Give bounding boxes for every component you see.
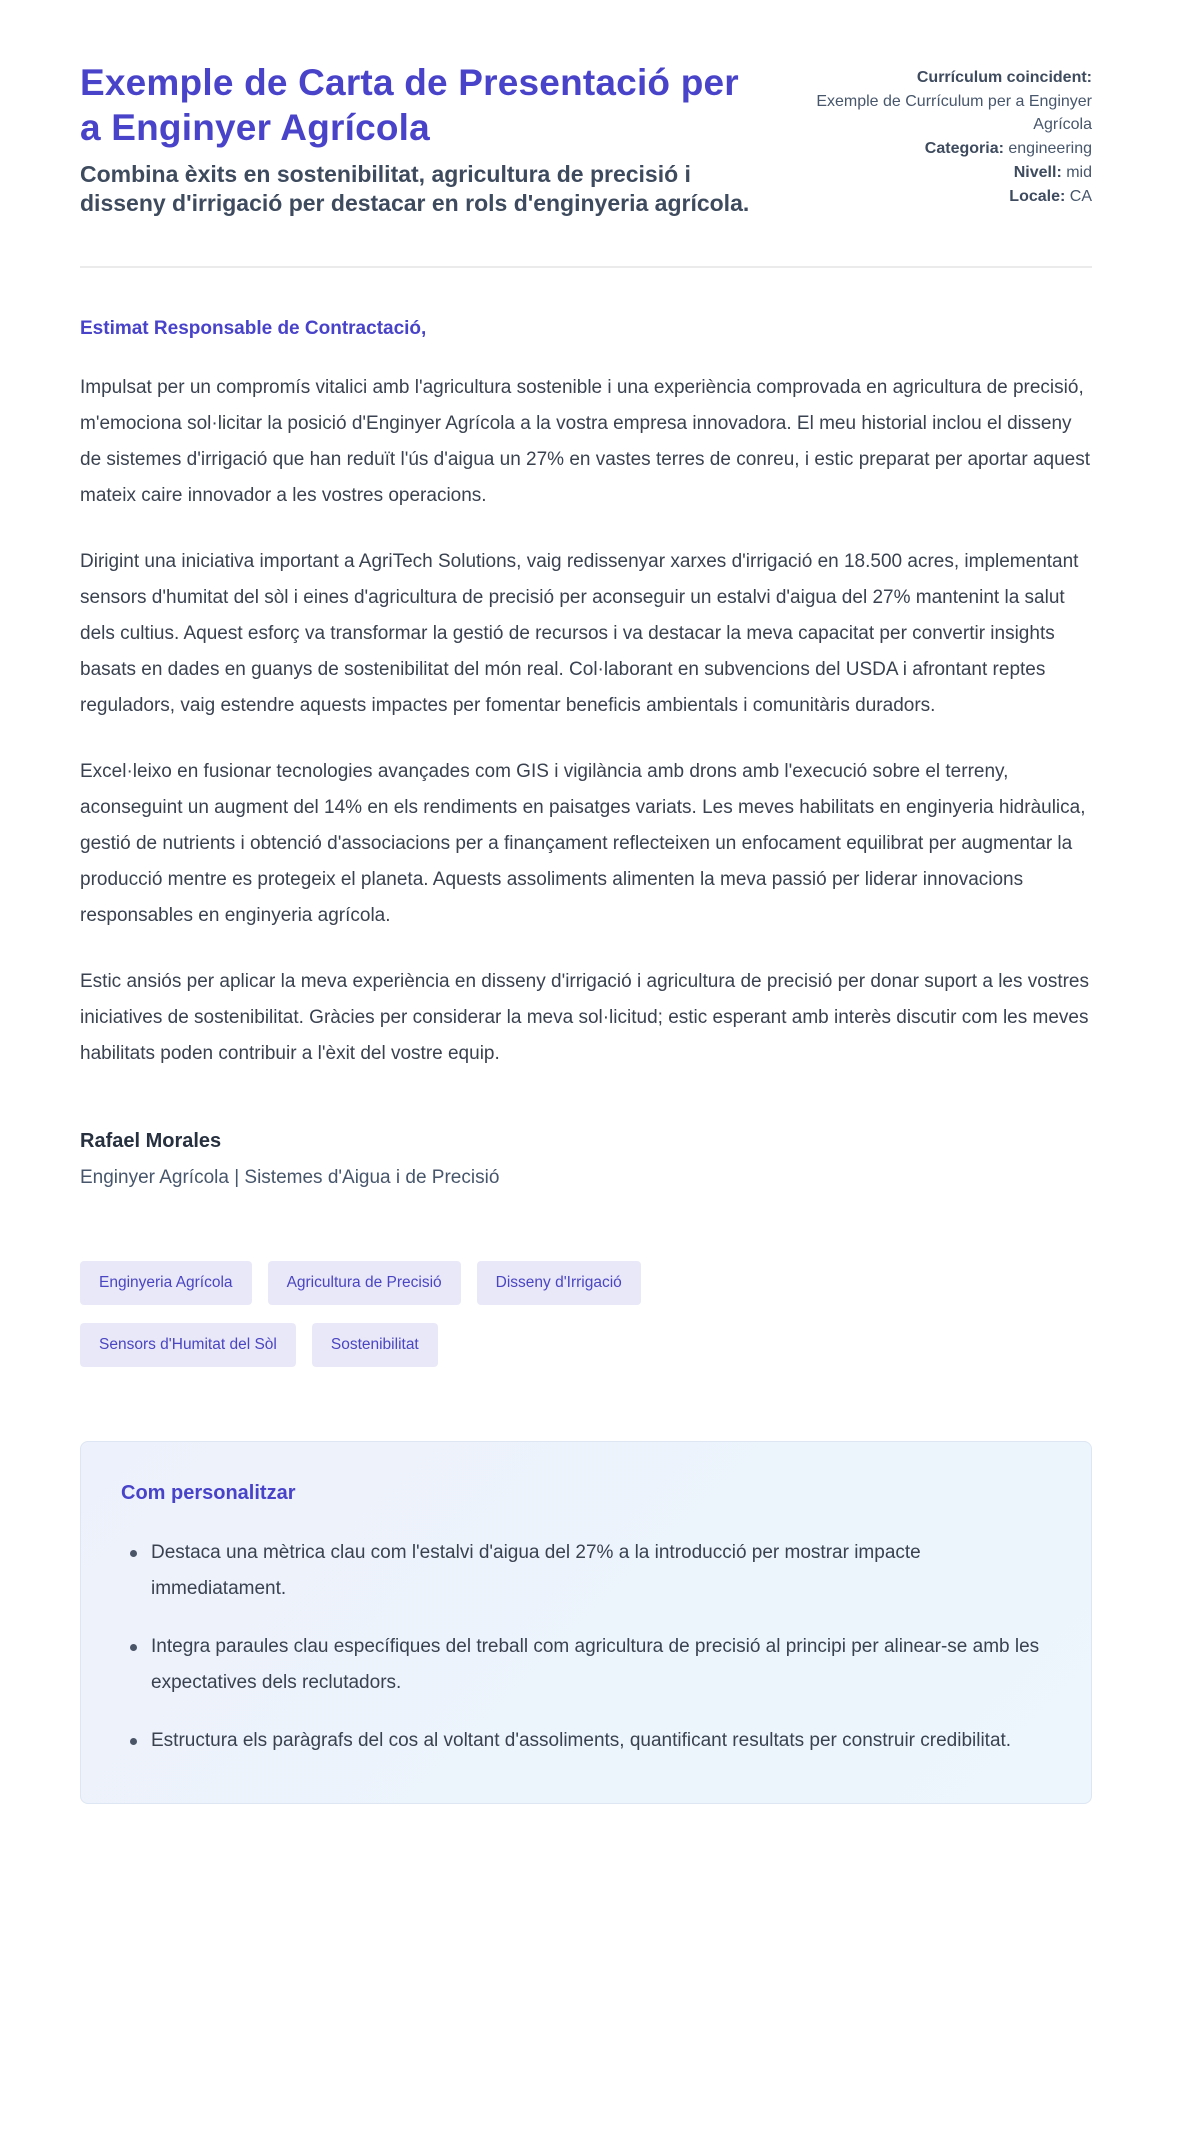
meta-matching-resume-label [792, 66, 1092, 89]
header-title-block [80, 60, 770, 218]
meta-level [792, 161, 1092, 184]
page-container [80, 0, 1092, 1804]
tip-item: Integra paraules clau específiques del treball com agricultura de precisió al principi per alinear-se amb les expectatives dels reclutadors. [121, 1629, 1051, 1701]
resume-meta-panel [792, 66, 1092, 209]
meta-value: mid [1066, 164, 1092, 181]
meta-locale [792, 185, 1092, 208]
meta-label: Locale: [1009, 188, 1066, 205]
tip-item: Estructura els paràgrafs del cos al voltant d'assoliments, quantificant resultats per construir credibilitat. [121, 1723, 1051, 1759]
cover-letter-body [80, 318, 1092, 1189]
letter-greeting: Estimat Responsable de Contractació, [80, 318, 427, 339]
meta-matching-resume-value: Exemple de Currículum per a Enginyer Agrícola [816, 93, 1092, 133]
letter-paragraph: Excel·leixo en fusionar tecnologies avançades com GIS i vigilància amb drons amb l'execució sobre el terreny, aconseguint un augment del 14% en els rendiments en paisatges variats. Les meves habilitats en enginyeria hidràulica, gestió de nutrients i obtenció d'associacions per a finançament reflecteixen un enfocament equilibrat per augmentar la producció mentre es protegeix el planeta. Aquests assoliments alimenten la meva passió per liderar innovacions responsables en enginyeria agrícola. [80, 761, 1086, 926]
meta-category [792, 137, 1092, 160]
tag-chip[interactable]: Disseny d'Irrigació [477, 1261, 641, 1305]
meta-label: Currículum coincident: [916, 69, 1092, 86]
keyword-tags [80, 1261, 840, 1367]
letter-paragraph: Estic ansiós per aplicar la meva experiència en disseny d'irrigació i agricultura de precisió per donar suport a les vostres iniciatives de sostenibilitat. Gràcies per considerar la meva sol·licitud; estic esperant amb interès discutir com les meves habilitats poden contribuir a l'èxit del vostre equip. [80, 971, 1090, 1064]
letter-paragraph: Impulsat per un compromís vitalici amb l'agricultura sostenible i una experiència comprovada en agricultura de precisió, m'emociona sol·licitar la posició d'Enginyer Agrícola a la vostra empresa innovadora. El meu historial inclou el disseny de sistemes d'irrigació que han reduït l'ús d'aigua un 27% en vastes terres de conreu, i estic preparat per aportar aquest mateix caire innovador a les vostres operacions. [80, 377, 1091, 506]
page-title: Exemple de Carta de Presentació per a Enginyer Agrícola [80, 62, 739, 148]
customization-tips-box [80, 1441, 1092, 1804]
tip-item: Destaca una mètrica clau com l'estalvi d'aigua del 27% a la introducció per mostrar impacte immediatament. [121, 1535, 1051, 1607]
tips-title: Com personalitzar [121, 1482, 296, 1504]
meta-label: Categoria: [924, 140, 1004, 157]
tag-chip[interactable]: Sostenibilitat [312, 1323, 438, 1367]
page-subtitle: Combina èxits en sostenibilitat, agricultura de precisió i disseny d'irrigació per destacar en rols d'enginyeria agrícola. [80, 161, 750, 216]
tag-chip[interactable]: Agricultura de Precisió [268, 1261, 461, 1305]
meta-value: CA [1069, 188, 1092, 205]
page-header [80, 60, 1092, 218]
tips-list [121, 1535, 1051, 1759]
signature-role: Enginyer Agrícola | Sistemes d'Aigua i de Precisió [80, 1167, 500, 1188]
letter-paragraph: Dirigint una iniciativa important a AgriTech Solutions, vaig redissenyar xarxes d'irrigació en 18.500 acres, implementant sensors d'humitat del sòl i eines d'agricultura de precisió per aconseguir un estalvi d'aigua del 27% mantenint la salut dels cultius. Aquest esforç va transformar la gestió de recursos i va destacar la meva capacitat per convertir insights basats en dades en guanys de sostenibilitat del món real. Col·laborant en subvencions del USDA i afrontant reptes reguladors, vaig estendre aquests impactes per fomentar beneficis ambientals i comunitàris duradors. [80, 551, 1079, 716]
meta-label: Nivell: [1013, 164, 1062, 181]
tag-chip[interactable]: Enginyeria Agrícola [80, 1261, 252, 1305]
signature-block [80, 1130, 1092, 1189]
header-divider [80, 266, 1092, 268]
tag-chip[interactable]: Sensors d'Humitat del Sòl [80, 1323, 296, 1367]
signature-name: Rafael Morales [80, 1130, 222, 1152]
meta-value: engineering [1008, 140, 1092, 157]
